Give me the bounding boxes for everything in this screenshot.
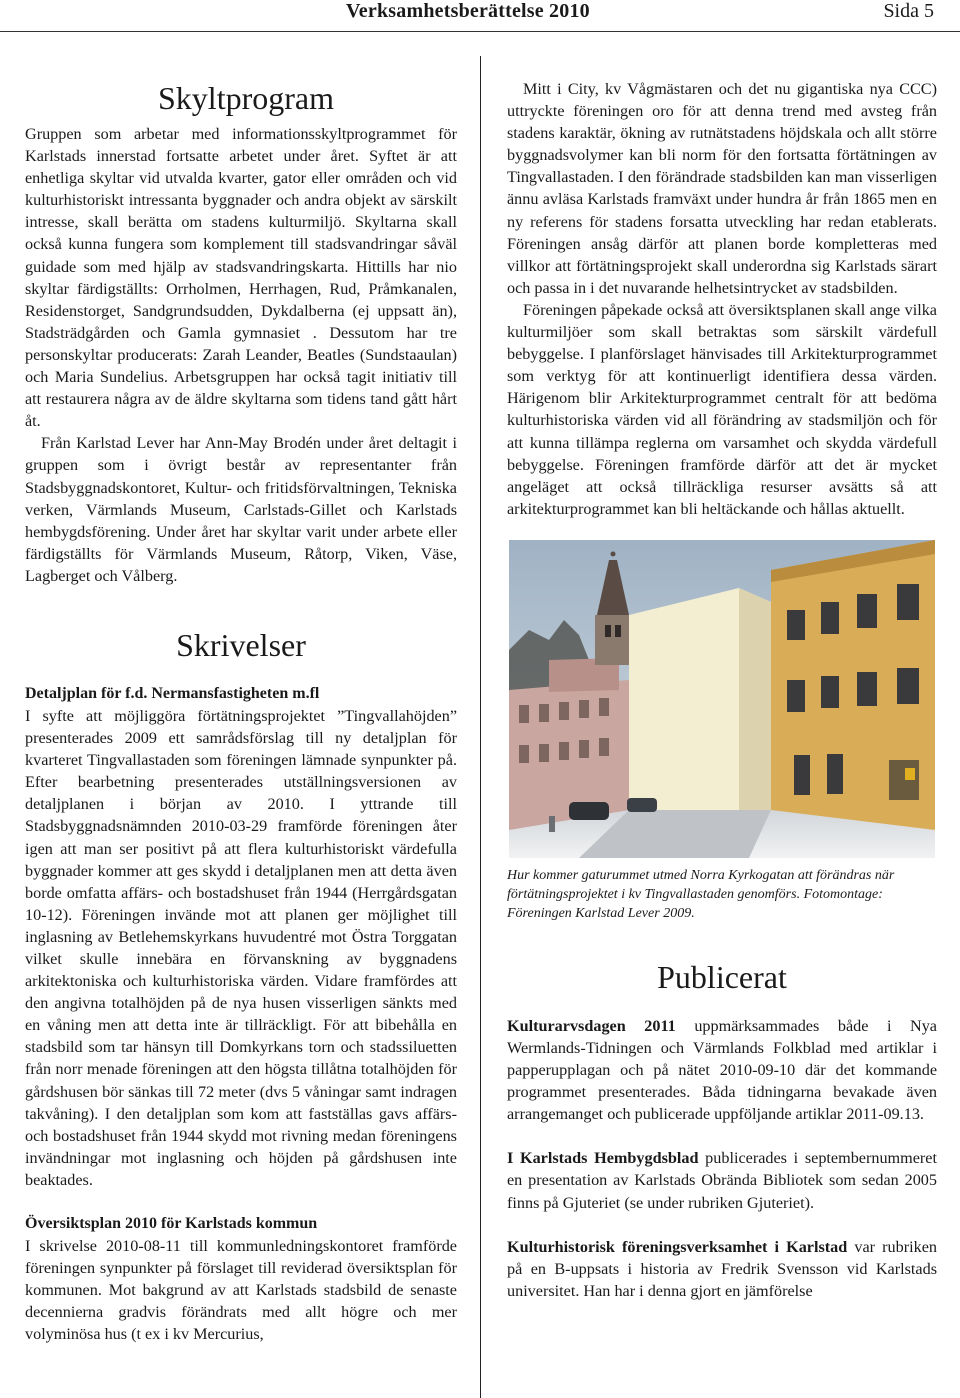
skyltprogram-paragraph-1: Gruppen som arbetar med informationsskyltprogrammet för Karlstads innerstad fortsatte arbetet under året. Syftet är att enhetliga skyltar vid utvalda kvarter, gator eller områden och vid kulturhistoriskt intressanta byggnader och andra objekt av särskilt intresse, skall berätta om stadens kulturmiljö. Skyltarna skall också kunna fungera som komplement till stadsvandringar såväl guidade som med hjälp av stadsvandringskarta. Hittills har nio skyltar färdigställts: Orrholmen, Herrhagen, Rud, Pråmkanalen, Residenstorget, Sandgrundsudden, Dykdalberna (ej uppsatt än), Stadsträdgården och Gamla gymnasiet . Dessutom har tre personskyltar producerats: Zarah Leander, Beatles (Sundstaaulan) och Maria Sundelius. Arbetsgruppen har också tagit initiativ till att restaurera några av de äldre skyltarna som tidens tand gått hårt åt. bbox=[25, 125, 457, 431]
right-paragraph-2: Föreningen påpekade också att översiktsplanen skall ange vilka kulturmiljöer som skall betraktas som särskilt värdefull bebyggelse. I planförslaget hänvisades till Arkitekturprogrammet som verktyg för att kontinuerligt identifiera dessa värden. Härigenom blir Arkitekturprogrammet centralt för att bedöma kulturhistoriska värden vid all förändring av stadsmiljön och för att kunna tillämpa reglerna om varsamhet och skydda värdefull bebyggelse. Föreningen framförde därför att det är mycket angeläget att också tillräckliga resurser avsätts så att arkitekturprogrammet kan bli heltäckande och hållas aktuellt. bbox=[507, 300, 937, 518]
column-divider bbox=[480, 56, 481, 1398]
page-header bbox=[0, 0, 960, 32]
left-column bbox=[25, 78, 457, 1346]
subheading-oversiktsplan: Översiktsplan 2010 för Karlstads kommun bbox=[25, 1215, 318, 1233]
publicerat-text-3: var rubriken på en B-uppsats i historia av Fredrik Svensson vid Karlstads universitet. Han har i denna gjort en jämförelse bbox=[507, 1237, 937, 1300]
skyltprogram-paragraph-2: Från Karlstad Lever har Ann-May Brodén under året deltagit i gruppen som i övrigt består av representanter från Stadsbyggnadskontoret, Kultur- och fritidsförvaltningen, Tekniska verken, Värmlands Museum, Carlstads-Gillet och Karlstads hembygdsförening. Under året har skyltar varit under arbete eller färdigställts för Värmlands Museum, Råtorp, Viken, Väse, Lagberget och Vålberg. bbox=[25, 434, 457, 585]
street-photo-illustration bbox=[509, 540, 935, 858]
publicerat-paragraph-1 bbox=[507, 1015, 937, 1125]
photomontage-image bbox=[509, 540, 935, 858]
photo-caption: Hur kommer gaturummet utmed Norra Kyrkogatan att förändras när förtätningsprojektet i kv Tingvallastaden genomförs. Fotomontage: Föreningen Karlstad Lever 2009. bbox=[507, 867, 895, 921]
publicerat-text-2: publicerades i septembernummeret en presentation av Karlstads Obrända Bibliotek som sedan 2005 finns på Gjuteriet (se under rubriken Gjuteriet). bbox=[507, 1149, 937, 1212]
skrivelser-paragraph-1: I syfte att möjliggöra förtätningsprojektet ”Tingvallahöjden” presenterades 2009 ett samrådsförslag till ny detaljplan för kvarteret Tingvallastaden som föreningen lämnade synpunkter på. Efter bearbetning presenterades utställningsversionen av detaljplanen i början av 2010. I yttrande till Stadsbyggnadsnämnden 2010-03-29 framförde föreningen åter igen att man ser positivt på att flera kulturhistoriskt värdefulla byggnader kommer att ges skydd i detaljplanen men att detta även borde omfatta affärs- och bostadshuset från 1944 (Herrgårdsgatan 10-12). Föreningen invände mot att planen ger möjlighet till inglasning av Betlehemskyrkans huvudentré mot Östra Torggatan vilket skulle innebära en förvanskning av byggnadens arkitektoniska och kulturhistoriska värden. Vidare framfördes att den angivna totalhöjden på de nya husen visserligen sänkts med en våning men att detta inte är tillräckligt. För att bibehålla en stadsbild som tar hänsyn till Domkyrkans torn och stadssiluetten från norr menade föreningen att den högsta tillåtna totalhöjden för gårdshusen bör sänkas till 72 meter (dvs 5 våningar samt indragen takvåning). I den detaljplan som kom att fastställas gavs affärs- och bostadshuset från 1944 skydd mot rivning medan föreningens invändningar mot inglasning och höjden på gårdshusen inte beaktades. bbox=[25, 706, 457, 1189]
skrivelser-paragraph-2: I skrivelse 2010-08-11 till kommunledningskontoret framförde föreningen synpunkter på förslaget till reviderad översiktsplan för kommunen. Mot bakgrund av att Karlstads stadsbild de senaste decennierna gradvis förändrats med allt högre och mer volyminösa hus (t ex i kv Mercurius, bbox=[25, 1237, 457, 1344]
page-number: Sida 5 bbox=[883, 0, 934, 22]
section-heading-skyltprogram: Skyltprogram bbox=[158, 80, 334, 116]
section-heading-skrivelser: Skrivelser bbox=[176, 626, 306, 663]
publicerat-bold-1: Kulturarvsdagen 2011 bbox=[507, 1016, 676, 1035]
right-column bbox=[507, 78, 937, 1302]
right-paragraph-1: Mitt i City, kv Vågmästaren och det nu gigantiska nya CCC) uttryckte föreningen oro för att denna trend med avsteg från stadens karaktär, ökning av rutnätstadens höjdskala och allt större byggnadsvolymer kan bli norm för den fortsatta förtätningen av Tingvallastaden. I den förändrade stadsbilden kan man visserligen ännu avläsa Karlstads framväxt under hundra år från 1865 men en ny referens för stadens forsatta utveckling har redan etablerats. Föreningen ansåg därför att planen borde kompletteras med villkor att förtätningsprojekt skall underordna sig Karlstads särart och passa in i det nuvarande helhetsintrycket av stadsbilden. bbox=[507, 80, 937, 297]
publicerat-bold-3: Kulturhistorisk föreningsverksamhet i Karlstad bbox=[507, 1237, 848, 1256]
publicerat-paragraph-2 bbox=[507, 1147, 937, 1213]
section-heading-publicerat: Publicerat bbox=[657, 958, 787, 995]
document-title: Verksamhetsberättelse 2010 bbox=[346, 0, 590, 22]
subheading-detaljplan: Detaljplan för f.d. Nermansfastigheten m.fl bbox=[25, 684, 320, 702]
publicerat-paragraph-3 bbox=[507, 1236, 937, 1302]
publicerat-text-1: uppmärksammades både i Nya Wermlands-Tidningen och Värmlands Folkblad med artiklar i papperupplagan och på nätet 2010-09-10 där det kommande programmet presenterades. Båda tidningarna bevakade även arrangemanget och publicerade uppföljande artiklar 2011-09.13. bbox=[507, 1016, 937, 1124]
publicerat-bold-2: I Karlstads Hembygdsblad bbox=[507, 1149, 699, 1168]
